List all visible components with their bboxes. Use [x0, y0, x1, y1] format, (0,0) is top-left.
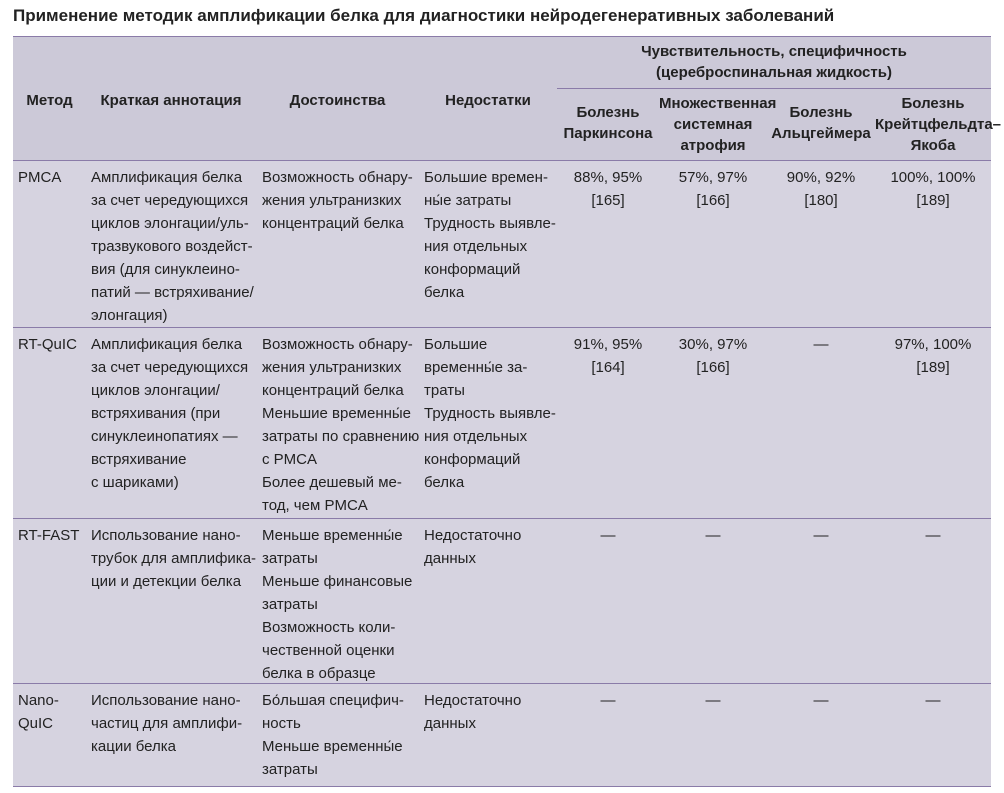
- annotation-cell: [91, 524, 261, 593]
- annotation-cell-line: тразвукового воздейст-: [91, 238, 253, 255]
- value-cell-msa: [659, 166, 767, 212]
- drawbacks-cell-line: Большие: [424, 336, 488, 353]
- header-disease-parkinson-line: Болезнь: [576, 104, 640, 121]
- value-cell-msa-line: 30%, 97%: [678, 336, 748, 353]
- advantages-cell-line: Меньшие временны́е: [262, 405, 412, 422]
- header-disease-msa-line: Множественная: [659, 95, 777, 112]
- value-cell-parkinson-line: [164]: [591, 359, 625, 376]
- drawbacks-cell: [424, 166, 559, 304]
- drawbacks-cell-line: траты: [424, 382, 465, 399]
- advantages-cell-line: жения ультранизких: [262, 359, 402, 376]
- annotation-cell-line: циклов элонгации/: [91, 382, 220, 399]
- header-group-divider: [557, 88, 991, 89]
- value-cell-msa: [659, 333, 767, 379]
- annotation-cell: [91, 689, 261, 758]
- advantages-cell-line: концентраций белка: [262, 215, 404, 232]
- value-cell-parkinson-line: [165]: [591, 192, 625, 209]
- method-cell-line: RT-FAST: [18, 527, 80, 544]
- header-disease-msa-line: системная: [673, 116, 753, 133]
- page-title: Применение методик амплификации белка для диагностики нейродегенеративных заболеваний: [13, 6, 835, 25]
- advantages-cell-line: концентраций белка: [262, 382, 404, 399]
- drawbacks-cell-line: белка: [424, 474, 465, 491]
- method-cell-line: Nano-: [18, 692, 59, 709]
- data-table: [13, 36, 1002, 787]
- value-cell-msa-line: 57%, 97%: [678, 169, 748, 186]
- value-cell-parkinson-line: —: [600, 527, 616, 544]
- drawbacks-cell: [424, 524, 559, 570]
- value-cell-parkinson-line: 88%, 95%: [573, 169, 643, 186]
- annotation-cell-line: патий — встряхивание/: [91, 284, 254, 301]
- header-disease-cjd-line: Якоба: [910, 137, 956, 154]
- header-sensitivity-line-1: Чувствительность, специфичность: [641, 43, 907, 60]
- row-divider-3: [13, 683, 991, 684]
- value-cell-cjd: [875, 524, 991, 547]
- annotation-cell-line: вия (для синуклеино-: [91, 261, 240, 278]
- drawbacks-cell-line: белка: [424, 284, 465, 301]
- drawbacks-cell-line: Большие времен-: [424, 169, 548, 186]
- annotation-cell-line: встряхивания (при: [91, 405, 221, 422]
- method-cell: [18, 524, 86, 547]
- annotation-cell-line: встряхивание: [91, 451, 187, 468]
- value-cell-cjd-line: [189]: [916, 359, 950, 376]
- value-cell-cjd: [875, 166, 991, 212]
- advantages-cell-line: затраты по сравнению: [262, 428, 420, 445]
- row-divider-1: [13, 327, 991, 328]
- annotation-cell-line: Амплификация белка: [91, 336, 243, 353]
- drawbacks-cell-line: данных: [424, 715, 476, 732]
- annotation-cell-line: Использование нано-: [91, 527, 241, 544]
- drawbacks-cell-line: Трудность выявле-: [424, 405, 556, 422]
- drawbacks-cell: [424, 689, 559, 735]
- header-method: Метод: [26, 92, 73, 109]
- value-cell-alzheimer: [767, 689, 875, 712]
- value-cell-cjd-line: —: [925, 527, 941, 544]
- advantages-cell: [262, 166, 422, 235]
- advantages-cell-line: затраты: [262, 596, 318, 613]
- value-cell-msa-line: [166]: [696, 359, 730, 376]
- value-cell-parkinson-line: 91%, 95%: [573, 336, 643, 353]
- header-drawbacks: Недостатки: [445, 92, 531, 109]
- method-cell-line: QuIC: [18, 715, 54, 732]
- method-cell: [18, 166, 86, 189]
- value-cell-alzheimer: [767, 333, 875, 356]
- value-cell-parkinson: [557, 166, 659, 212]
- header-annotation: Краткая аннотация: [100, 92, 242, 109]
- value-cell-alzheimer-line: —: [813, 527, 829, 544]
- annotation-cell-line: кации белка: [91, 738, 177, 755]
- advantages-cell-line: белка в образце: [262, 665, 376, 682]
- advantages-cell-line: Меньше финансовые: [262, 573, 413, 590]
- annotation-cell: [91, 333, 261, 494]
- advantages-cell-line: затраты: [262, 761, 318, 778]
- value-cell-msa-line: —: [705, 692, 721, 709]
- header-disease-cjd-line: Болезнь: [901, 95, 965, 112]
- advantages-cell-line: ность: [262, 715, 301, 732]
- drawbacks-cell-line: временны́е за-: [424, 359, 528, 376]
- advantages-cell-line: Меньше временны́е: [262, 738, 403, 755]
- annotation-cell-line: частиц для амплифи-: [91, 715, 243, 732]
- drawbacks-cell-line: Недостаточно: [424, 527, 522, 544]
- header-disease-alzheimer: [767, 102, 875, 144]
- advantages-cell-line: затраты: [262, 550, 318, 567]
- value-cell-parkinson: [557, 524, 659, 547]
- header-disease-alzheimer-line: Альцгеймера: [771, 125, 871, 142]
- header-advantages: Достоинства: [289, 92, 386, 109]
- advantages-cell-line: Возможность обнару-: [262, 169, 413, 186]
- value-cell-alzheimer-line: [180]: [804, 192, 838, 209]
- advantages-cell-line: с PMCA: [262, 451, 318, 468]
- header-disease-parkinson: [557, 102, 659, 144]
- annotation-cell-line: ции и детекции белка: [91, 573, 242, 590]
- value-cell-cjd: [875, 689, 991, 712]
- value-cell-cjd-line: [189]: [916, 192, 950, 209]
- advantages-cell-line: тод, чем PMCA: [262, 497, 368, 514]
- annotation-cell-line: циклов элонгации/уль-: [91, 215, 249, 232]
- header-disease-cjd-line: Крейтцфельдта–: [875, 116, 1002, 133]
- header-disease-cjd: [875, 93, 1002, 156]
- advantages-cell: [262, 524, 422, 685]
- value-cell-parkinson-line: —: [600, 692, 616, 709]
- value-cell-alzheimer-line: 90%, 92%: [786, 169, 856, 186]
- annotation-cell-line: за счет чередующихся: [91, 359, 249, 376]
- value-cell-parkinson: [557, 333, 659, 379]
- header-disease-msa: [659, 93, 777, 156]
- header-disease-alzheimer-line: Болезнь: [789, 104, 853, 121]
- advantages-cell-line: Меньше временны́е: [262, 527, 403, 544]
- drawbacks-cell-line: конформаций: [424, 451, 521, 468]
- value-cell-cjd-line: 100%, 100%: [890, 169, 976, 186]
- value-cell-alzheimer-line: —: [813, 336, 829, 353]
- advantages-cell: [262, 689, 422, 781]
- advantages-cell: [262, 333, 422, 517]
- method-cell: [18, 689, 86, 735]
- drawbacks-cell: [424, 333, 559, 494]
- advantages-cell-line: жения ультранизких: [262, 192, 402, 209]
- annotation-cell-line: за счет чередующихся: [91, 192, 249, 209]
- drawbacks-cell-line: Недостаточно: [424, 692, 522, 709]
- value-cell-alzheimer: [767, 524, 875, 547]
- advantages-cell-line: чественной оценки: [262, 642, 395, 659]
- advantages-cell-line: Возможность обнару-: [262, 336, 413, 353]
- annotation-cell-line: Использование нано-: [91, 692, 241, 709]
- header-disease-parkinson-line: Паркинсона: [563, 125, 653, 142]
- annotation-cell-line: синуклеинопатиях —: [91, 428, 238, 445]
- value-cell-msa-line: —: [705, 527, 721, 544]
- method-cell-line: PMCA: [18, 169, 62, 186]
- value-cell-cjd-line: —: [925, 692, 941, 709]
- header-sensitivity-group: [557, 41, 991, 83]
- value-cell-parkinson: [557, 689, 659, 712]
- annotation-cell-line: трубок для амплифика-: [91, 550, 257, 567]
- drawbacks-cell-line: ния отдельных: [424, 428, 528, 445]
- row-divider-2: [13, 518, 991, 519]
- value-cell-msa: [659, 689, 767, 712]
- method-cell-line: RT-QuIC: [18, 336, 77, 353]
- value-cell-alzheimer: [767, 166, 875, 212]
- drawbacks-cell-line: Трудность выявле-: [424, 215, 556, 232]
- advantages-cell-line: Возможность коли-: [262, 619, 396, 636]
- advantages-cell-line: Более дешевый ме-: [262, 474, 402, 491]
- annotation-cell: [91, 166, 261, 327]
- drawbacks-cell-line: конформаций: [424, 261, 521, 278]
- annotation-cell-line: Амплификация белка: [91, 169, 243, 186]
- value-cell-msa-line: [166]: [696, 192, 730, 209]
- drawbacks-cell-line: ния отдельных: [424, 238, 528, 255]
- header-disease-msa-line: атрофия: [680, 137, 746, 154]
- method-cell: [18, 333, 86, 356]
- drawbacks-cell-line: ны́е затраты: [424, 192, 512, 209]
- value-cell-cjd: [875, 333, 991, 379]
- annotation-cell-line: элонгация): [91, 307, 168, 324]
- advantages-cell-line: Бо́льшая специфич-: [262, 692, 404, 709]
- header-divider: [13, 160, 991, 161]
- header-sensitivity-line-2: (цереброспинальная жидкость): [656, 64, 892, 81]
- value-cell-alzheimer-line: —: [813, 692, 829, 709]
- value-cell-cjd-line: 97%, 100%: [894, 336, 972, 353]
- drawbacks-cell-line: данных: [424, 550, 476, 567]
- value-cell-msa: [659, 524, 767, 547]
- annotation-cell-line: с шариками): [91, 474, 179, 491]
